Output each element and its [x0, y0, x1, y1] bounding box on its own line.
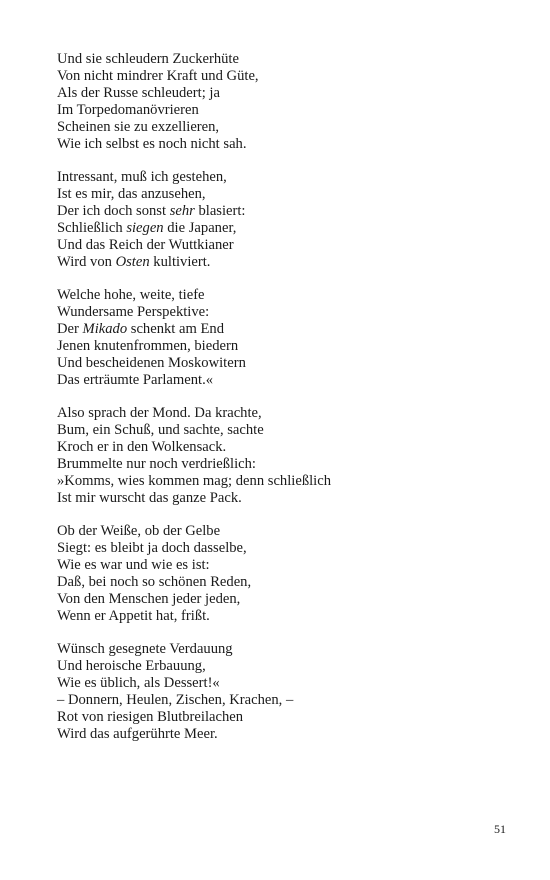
verse-text: Daß, bei noch so schönen Reden, — [57, 573, 252, 590]
verse-line — [57, 203, 497, 220]
stanza — [57, 641, 497, 742]
verse-line — [57, 709, 497, 726]
verse-text: Rot von riesigen Blutbreilachen — [57, 708, 244, 725]
verse-line — [57, 692, 497, 709]
italic-word: sehr — [169, 202, 195, 219]
verse-line — [57, 254, 497, 271]
verse-line — [57, 641, 497, 658]
verse-text: Brummelte nur noch verdrießlich: — [57, 455, 256, 472]
italic-word: Osten — [115, 253, 150, 270]
verse-text: »Komms, wies kommen mag; denn schließlich — [57, 472, 331, 489]
verse-text: Intressant, muß ich gestehen, — [57, 169, 227, 186]
verse-text: Wünsch gesegnete Verdauung — [57, 641, 233, 658]
verse-text: Wird das aufgerührte Meer. — [57, 725, 218, 742]
verse-line — [57, 338, 497, 355]
verse-line — [57, 473, 497, 490]
verse-text: Ist mir wurscht das ganze Pack. — [57, 489, 242, 506]
verse-text: Und bescheidenen Moskowitern — [57, 354, 246, 371]
verse-line — [57, 422, 497, 439]
verse-text: Wie ich selbst es noch nicht sah. — [57, 135, 247, 152]
verse-text: kultiviert. — [149, 253, 211, 270]
verse-text: Wie es war und wie es ist: — [57, 556, 210, 573]
verse-text: Und sie schleudern Zuckerhüte — [57, 51, 239, 67]
verse-line — [57, 405, 497, 422]
verse-text: Bum, ein Schuß, und sachte, sachte — [57, 422, 264, 438]
verse-line — [57, 523, 497, 540]
verse-line — [57, 85, 497, 102]
stanza — [57, 51, 497, 152]
verse-text: Von den Menschen jeder jeden, — [57, 590, 241, 607]
stanza — [57, 405, 497, 506]
verse-text: Im Torpedomanövrieren — [57, 101, 199, 118]
verse-line — [57, 169, 497, 186]
page-number: 51 — [494, 822, 506, 836]
verse-line — [57, 102, 497, 119]
verse-line — [57, 591, 497, 608]
verse-text: Wird von — [57, 253, 116, 270]
verse-line — [57, 355, 497, 372]
verse-line — [57, 136, 497, 153]
verse-text: Schließlich — [57, 219, 127, 236]
verse-line — [57, 304, 497, 321]
verse-text: Ist es mir, das anzusehen, — [57, 185, 206, 202]
stanza — [57, 523, 497, 624]
verse-text: Ob der Weiße, ob der Gelbe — [57, 523, 221, 540]
poem-body — [57, 51, 497, 759]
verse-text: Von nicht mindrer Kraft und Güte, — [57, 67, 259, 84]
stanza — [57, 169, 497, 270]
verse-text: Welche hohe, weite, tiefe — [57, 287, 205, 304]
verse-line — [57, 490, 497, 507]
verse-line — [57, 726, 497, 743]
italic-word: siegen — [126, 219, 164, 236]
verse-line — [57, 675, 497, 692]
verse-text: Jenen knutenfrommen, biedern — [57, 337, 239, 354]
verse-text: Und heroische Erbauung, — [57, 658, 206, 675]
verse-text: schenkt am End — [127, 320, 224, 337]
verse-line — [57, 540, 497, 557]
verse-text: Scheinen sie zu exzellieren, — [57, 118, 220, 135]
verse-line — [57, 658, 497, 675]
verse-text: Wundersame Perspektive: — [57, 303, 210, 320]
verse-line — [57, 287, 497, 304]
verse-text: Der ich doch sonst — [57, 202, 170, 219]
verse-text: Kroch er in den Wolkensack. — [57, 438, 227, 455]
verse-line — [57, 557, 497, 574]
verse-line — [57, 51, 497, 68]
verse-text: blasiert: — [194, 202, 246, 219]
verse-line — [57, 237, 497, 254]
verse-line — [57, 119, 497, 136]
verse-line — [57, 608, 497, 625]
verse-text: Wie es üblich, als Dessert!« — [57, 674, 220, 691]
verse-line — [57, 220, 497, 237]
verse-text: die Japaner, — [163, 219, 237, 236]
verse-text: Der — [57, 320, 83, 337]
verse-line — [57, 456, 497, 473]
verse-line — [57, 321, 497, 338]
verse-text: Wenn er Appetit hat, frißt. — [57, 607, 210, 624]
verse-text: Und das Reich der Wuttkianer — [57, 236, 234, 253]
stanza — [57, 287, 497, 388]
verse-text: Das erträumte Parlament.« — [57, 371, 214, 388]
italic-word: Mikado — [82, 320, 128, 337]
verse-line — [57, 68, 497, 85]
verse-line — [57, 372, 497, 389]
verse-line — [57, 439, 497, 456]
verse-text: Also sprach der Mond. Da krachte, — [57, 405, 262, 422]
verse-line — [57, 574, 497, 591]
verse-line — [57, 186, 497, 203]
verse-text: Als der Russe schleudert; ja — [57, 84, 220, 101]
verse-text: Siegt: es bleibt ja doch dasselbe, — [57, 540, 247, 557]
verse-text: – Donnern, Heulen, Zischen, Krachen, – — [57, 691, 294, 708]
